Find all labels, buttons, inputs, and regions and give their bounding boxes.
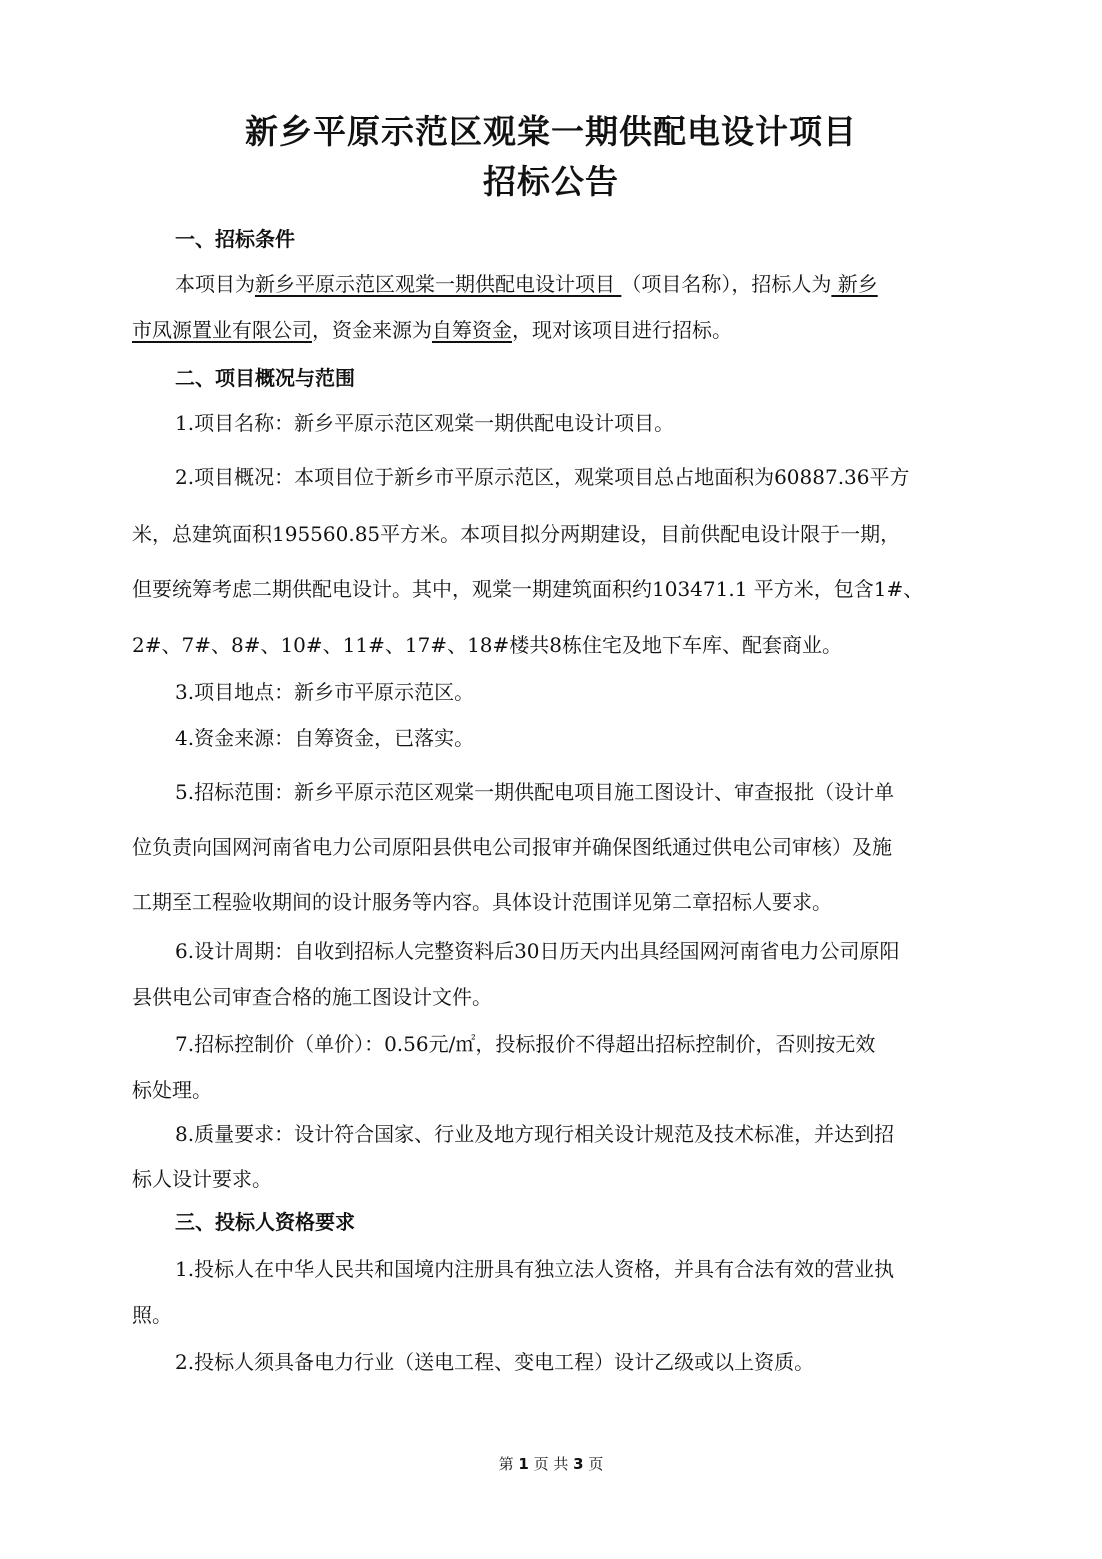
list-item-continuation: 标处理。 xyxy=(132,1078,212,1102)
list-item: 5.招标范围：新乡平原示范区观棠一期供配电项目施工图设计、审查报批（设计单 xyxy=(175,780,895,804)
list-item-continuation: 2#、7#、8#、10#、11#、17#、18#楼共8栋住宅及地下车库、配套商业。 xyxy=(132,633,842,657)
list-item-continuation: 照。 xyxy=(132,1303,172,1327)
page-footer xyxy=(0,1453,1102,1474)
section-heading-overview: 二、项目概况与范围 xyxy=(175,366,355,390)
footer-text: 第 xyxy=(498,1455,519,1473)
list-item: 6.设计周期：自收到招标人完整资料后30日历天内出具经国网河南省电力公司原阳 xyxy=(175,939,900,963)
text: ，资金来源为 xyxy=(312,318,432,342)
text: ，现对该项目进行招标。 xyxy=(512,318,732,342)
list-item: 4.资金来源：自筹资金，已落实。 xyxy=(175,726,475,750)
tenderer-name-underlined: 市凤源置业有限公司 xyxy=(132,318,312,342)
project-name-underlined: 新乡平原示范区观棠一期供配电设计项目 xyxy=(255,272,622,296)
paragraph-line xyxy=(175,268,878,297)
list-item: 1.投标人在中华人民共和国境内注册具有独立法人资格，并具有合法有效的营业执 xyxy=(175,1257,895,1281)
text: （项目名称），招标人为 xyxy=(621,272,832,296)
paragraph-line xyxy=(132,314,732,343)
document-subtitle: 招标公告 xyxy=(483,162,619,201)
section-heading-conditions: 一、招标条件 xyxy=(175,227,295,251)
list-item-continuation: 标人设计要求。 xyxy=(132,1167,272,1191)
footer-text: 页 xyxy=(583,1455,604,1473)
list-item: 2.项目概况：本项目位于新乡市平原示范区，观棠项目总占地面积为60887.36平方 xyxy=(175,465,910,489)
list-item-continuation: 县供电公司审查合格的施工图设计文件。 xyxy=(132,985,492,1009)
list-item-continuation: 但要统筹考虑二期供配电设计。其中，观棠一期建筑面积约103471.1 平方米，包含1#、 xyxy=(132,577,924,601)
list-item-continuation: 米，总建筑面积195560.85平方米。本项目拟分两期建设，目前供配电设计限于一期， xyxy=(132,522,901,546)
document-title: 新乡平原示范区观棠一期供配电设计项目 xyxy=(245,112,857,151)
section-heading-qualifications: 三、投标人资格要求 xyxy=(175,1210,355,1234)
list-item-continuation: 位负责向国网河南省电力公司原阳县供电公司报审并确保图纸通过供电公司审核）及施 xyxy=(132,835,892,859)
total-pages: 3 xyxy=(573,1455,584,1473)
page-number: 1 xyxy=(518,1455,529,1473)
footer-text: 页 共 xyxy=(528,1455,574,1473)
list-item: 2.投标人须具备电力行业（送电工程、变电工程）设计乙级或以上资质。 xyxy=(175,1350,815,1374)
text: 本项目为 xyxy=(175,272,255,296)
list-item: 7.招标控制价（单价）：0.56元/㎡，投标报价不得超出招标控制价，否则按无效 xyxy=(175,1032,876,1056)
list-item: 8.质量要求：设计符合国家、行业及地方现行相关设计规范及技术标准，并达到招 xyxy=(175,1122,895,1146)
list-item: 1.项目名称：新乡平原示范区观棠一期供配电设计项目。 xyxy=(175,411,675,435)
list-item-continuation: 工期至工程验收期间的设计服务等内容。具体设计范围详见第二章招标人要求。 xyxy=(132,890,832,914)
list-item: 3.项目地点：新乡市平原示范区。 xyxy=(175,680,475,704)
funding-source-underlined: 自筹资金 xyxy=(432,318,512,342)
tenderer-name-underlined: 新乡 xyxy=(831,272,878,296)
